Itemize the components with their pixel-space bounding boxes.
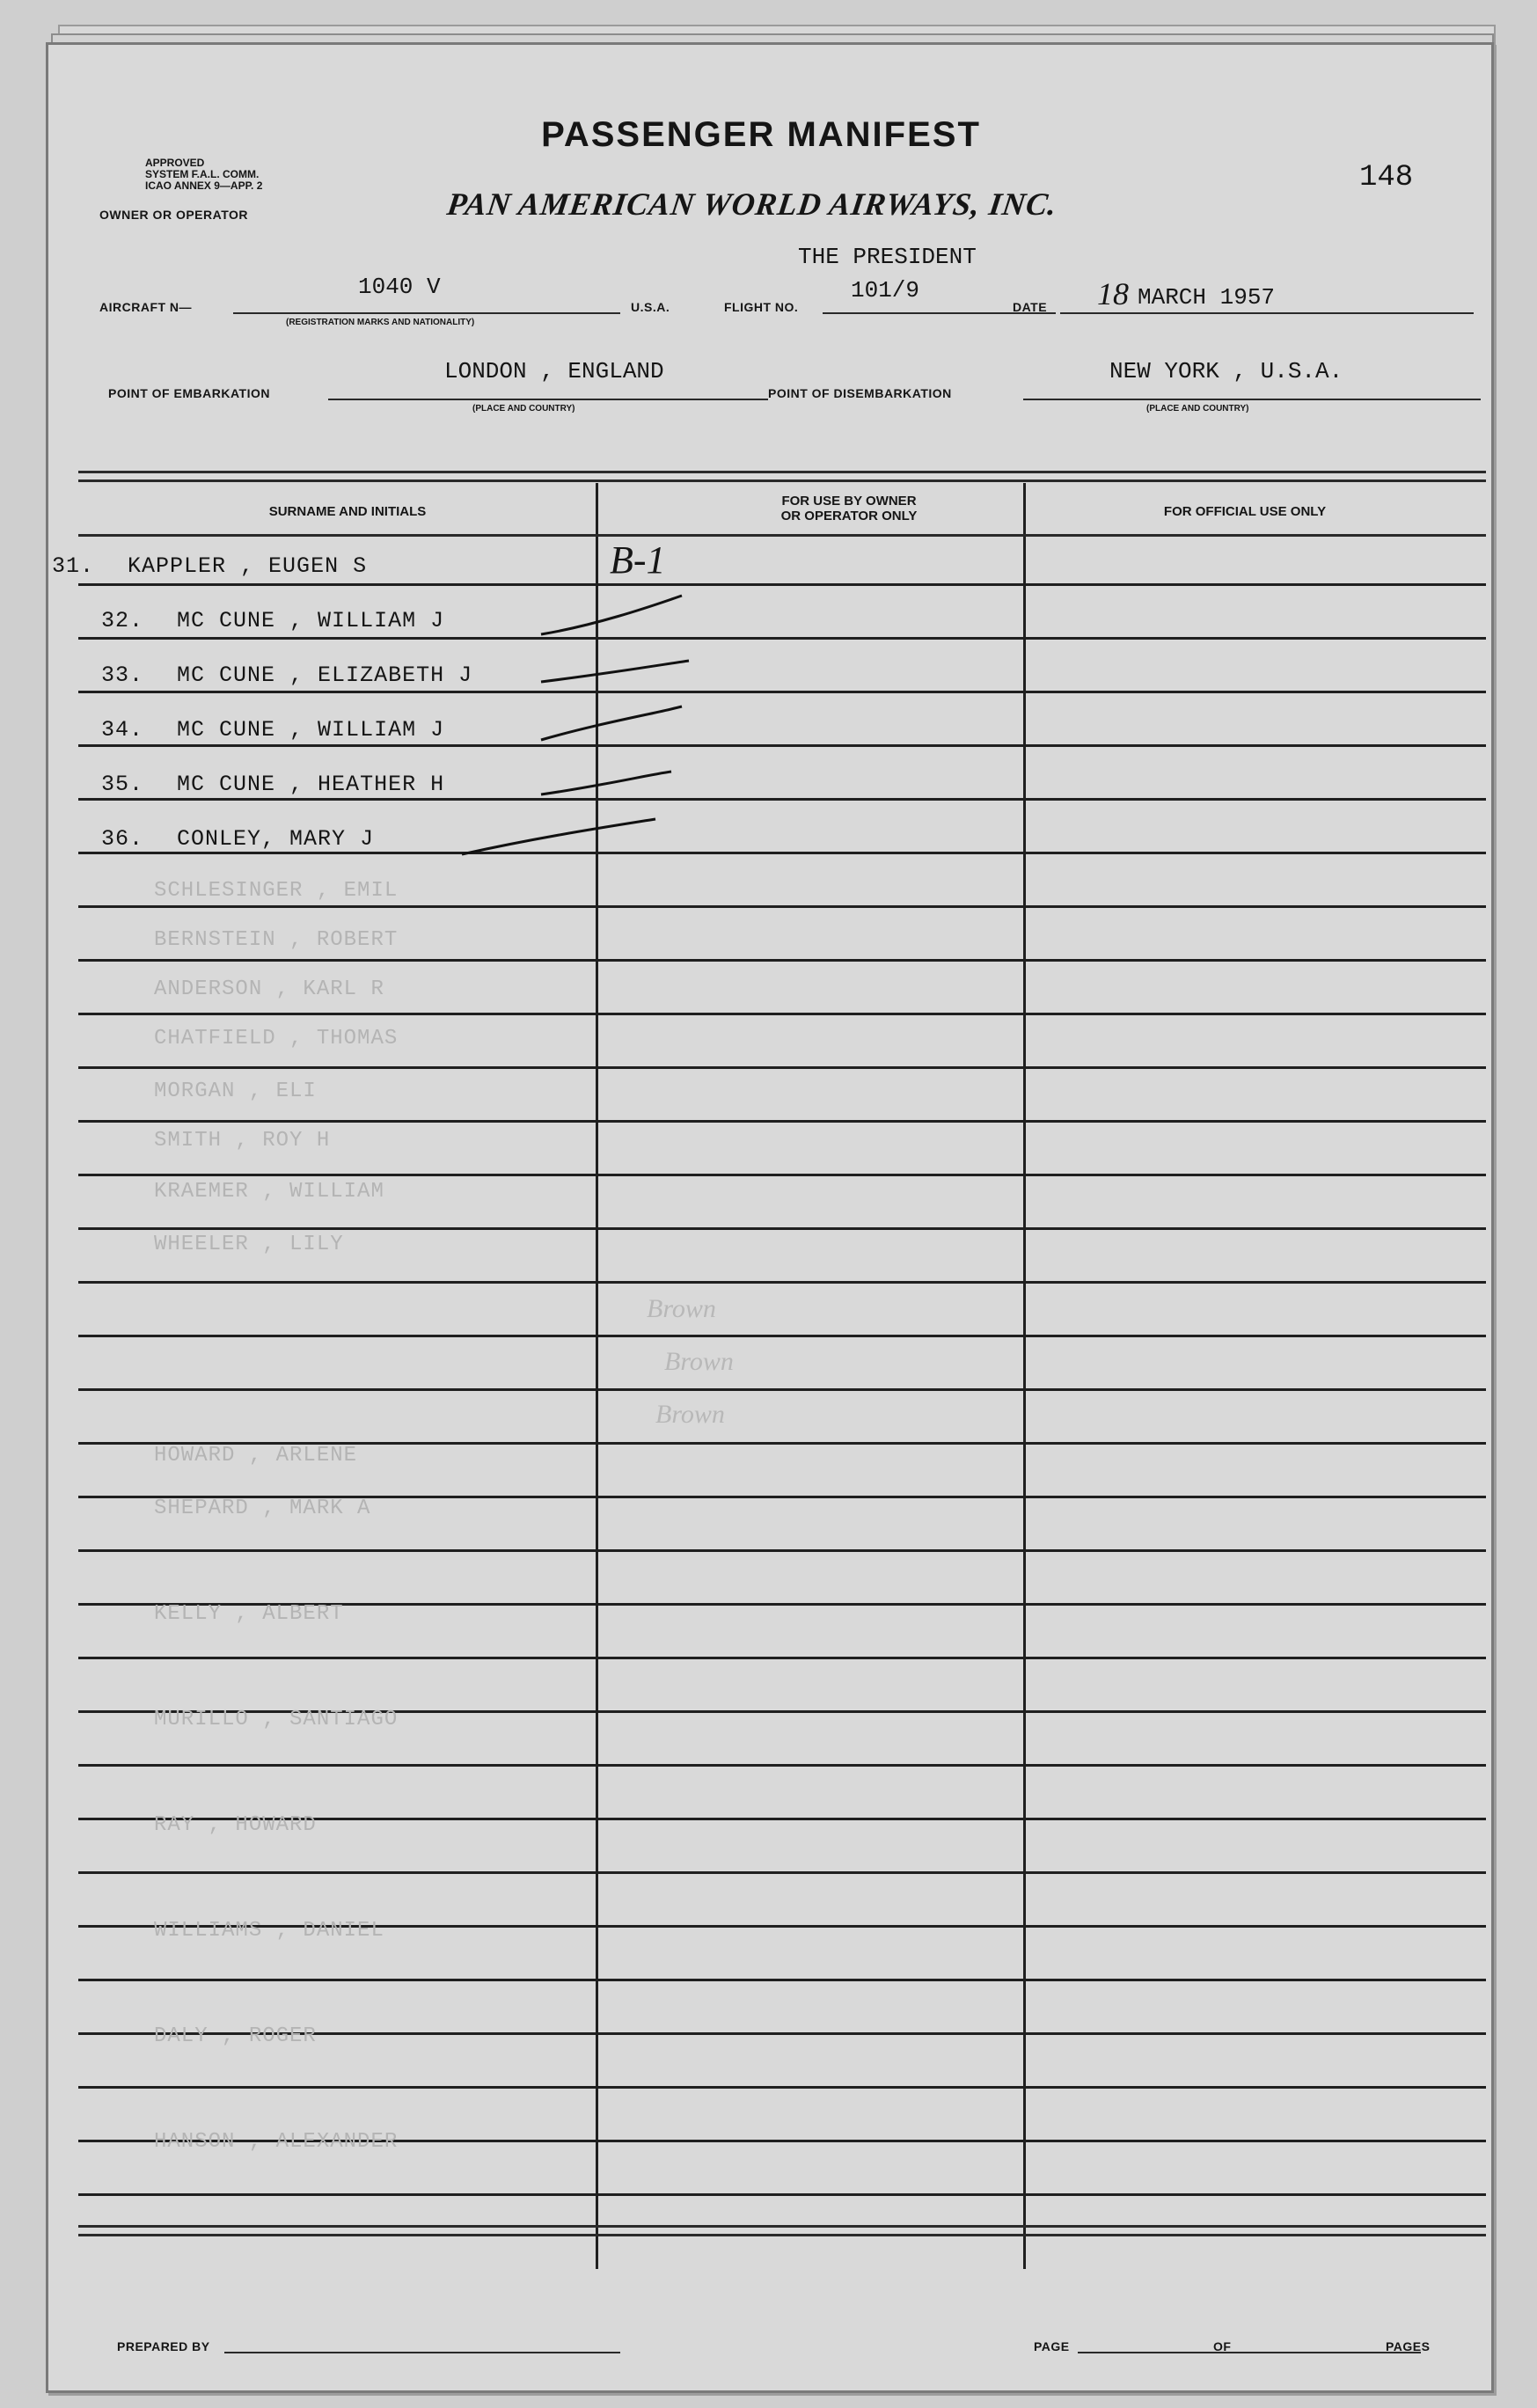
usa-label: U.S.A. [631, 300, 670, 314]
ruled-line [78, 1227, 1486, 1230]
disembark-label: POINT OF DISEMBARKATION [768, 386, 952, 400]
page-number: 148 [1359, 161, 1414, 194]
aircraft-caption: (REGISTRATION MARKS AND NATIONALITY) [286, 318, 475, 327]
ruled-line [78, 1979, 1486, 1981]
bleed-through-text: RAY , HOWARD [154, 1813, 317, 1837]
bleed-through-text: SHEPARD , MARK A [154, 1497, 371, 1520]
pages-label: PAGES [1386, 2339, 1431, 2353]
ruled-line [78, 2193, 1486, 2196]
bleed-through-handwriting: Brown [647, 1294, 716, 1323]
bleed-through-text: DALY , ROGER [154, 2024, 317, 2048]
bleed-through-handwriting: Brown [664, 1347, 734, 1376]
col-header-operator-line1: FOR USE BY OWNER [781, 494, 917, 509]
row-number: 33. [101, 662, 144, 688]
embark-caption: (PLACE AND COUNTRY) [472, 404, 575, 414]
passenger-name: MC CUNE , HEATHER H [177, 772, 445, 797]
bleed-through-handwriting: Brown [655, 1400, 725, 1429]
passenger-name: MC CUNE , ELIZABETH J [177, 662, 473, 688]
embark-value: LONDON , ENGLAND [444, 358, 664, 384]
passenger-name: MC CUNE , WILLIAM J [177, 717, 445, 743]
bleed-through-text: WHEELER , LILY [154, 1233, 344, 1256]
bleed-through-text: BERNSTEIN , ROBERT [154, 928, 399, 952]
ruled-line [78, 1871, 1486, 1874]
ruled-line [78, 1281, 1486, 1284]
ruled-line [78, 1657, 1486, 1659]
strike-mark-row-5 [541, 772, 671, 794]
approval-line-2: SYSTEM F.A.L. COMM. [145, 168, 260, 180]
bleed-through-text: KELLY , ALBERT [154, 1602, 344, 1626]
of-label: OF [1213, 2339, 1232, 2353]
ruled-line [78, 1549, 1486, 1552]
bleed-through-text: MURILLO , SANTIAGO [154, 1708, 399, 1731]
bleed-through-text: HOWARD , ARLENE [154, 1444, 358, 1467]
bleed-through-text: HANSON , ALEXANDER [154, 2130, 399, 2154]
aircraft-value: 1040 V [358, 274, 441, 300]
flight-label: FLIGHT NO. [724, 300, 799, 314]
table-bottom-rule-1 [78, 2225, 1486, 2228]
strike-mark-row-6 [462, 819, 655, 854]
bleed-through-text: WILLIAMS , DANIEL [154, 1919, 384, 1943]
handwritten-strike-marks [48, 45, 1491, 925]
strike-mark-row-4 [541, 706, 682, 740]
prepared-by-label: PREPARED BY [117, 2339, 210, 2353]
bleed-through-text: CHATFIELD , THOMAS [154, 1027, 399, 1050]
row-number: 34. [101, 717, 144, 743]
bleed-through-text: SCHLESINGER , EMIL [154, 879, 399, 903]
operator-name: PAN AMERICAN WORLD AIRWAYS, INC. [444, 187, 1060, 222]
row-number: 31. [52, 553, 95, 579]
col-header-official: FOR OFFICIAL USE ONLY [1163, 504, 1327, 519]
date-day: 18 [1097, 276, 1129, 311]
flight-value: 101/9 [851, 277, 920, 304]
row-number: 36. [101, 826, 144, 852]
prepared-by-line [224, 2352, 620, 2353]
ruled-line [78, 959, 1486, 962]
aircraft-label: AIRCRAFT N— [99, 300, 193, 314]
ruled-line [78, 1174, 1486, 1176]
passenger-name: MC CUNE , WILLIAM J [177, 608, 445, 633]
approval-line-1: APPROVED [145, 157, 205, 169]
bleed-through-text: KRAEMER , WILLIAM [154, 1180, 384, 1204]
date-value: MARCH 1957 [1138, 284, 1276, 311]
col-header-operator-line2: OR OPERATOR ONLY [780, 509, 918, 523]
disembark-caption: (PLACE AND COUNTRY) [1146, 404, 1249, 414]
page-title: PASSENGER MANIFEST [541, 115, 981, 154]
bleed-through-text: ANDERSON , KARL R [154, 977, 384, 1001]
passenger-name: CONLEY, MARY J [177, 826, 375, 852]
disembark-value: NEW YORK , U.S.A. [1109, 358, 1343, 384]
page-label: PAGE [1034, 2339, 1070, 2353]
ruled-line [78, 1013, 1486, 1015]
table-bottom-rule-2 [78, 2234, 1486, 2236]
bleed-through-text: MORGAN , ELI [154, 1080, 317, 1103]
col-header-surname: SURNAME AND INITIALS [268, 504, 427, 519]
operator-note-row-1: B-1 [610, 538, 666, 582]
embark-label: POINT OF EMBARKATION [108, 386, 270, 400]
flight-name: THE PRESIDENT [798, 244, 977, 270]
approval-line-3: ICAO ANNEX 9—APP. 2 [145, 179, 263, 192]
ruled-line [78, 1335, 1486, 1337]
row-number: 32. [101, 608, 144, 633]
manifest-sheet [46, 42, 1494, 2393]
ruled-line [78, 1120, 1486, 1123]
ruled-line [78, 1066, 1486, 1069]
ruled-line [78, 1764, 1486, 1767]
bleed-through-text: SMITH , ROY H [154, 1129, 331, 1153]
strike-mark-row-2 [541, 596, 682, 634]
owner-label: OWNER OR OPERATOR [99, 208, 248, 222]
ruled-line [78, 1388, 1486, 1391]
date-label: DATE [1013, 300, 1048, 314]
strike-mark-row-3 [541, 661, 689, 682]
row-number: 35. [101, 772, 144, 797]
passenger-name: KAPPLER , EUGEN S [128, 553, 368, 579]
ruled-line [78, 2086, 1486, 2089]
